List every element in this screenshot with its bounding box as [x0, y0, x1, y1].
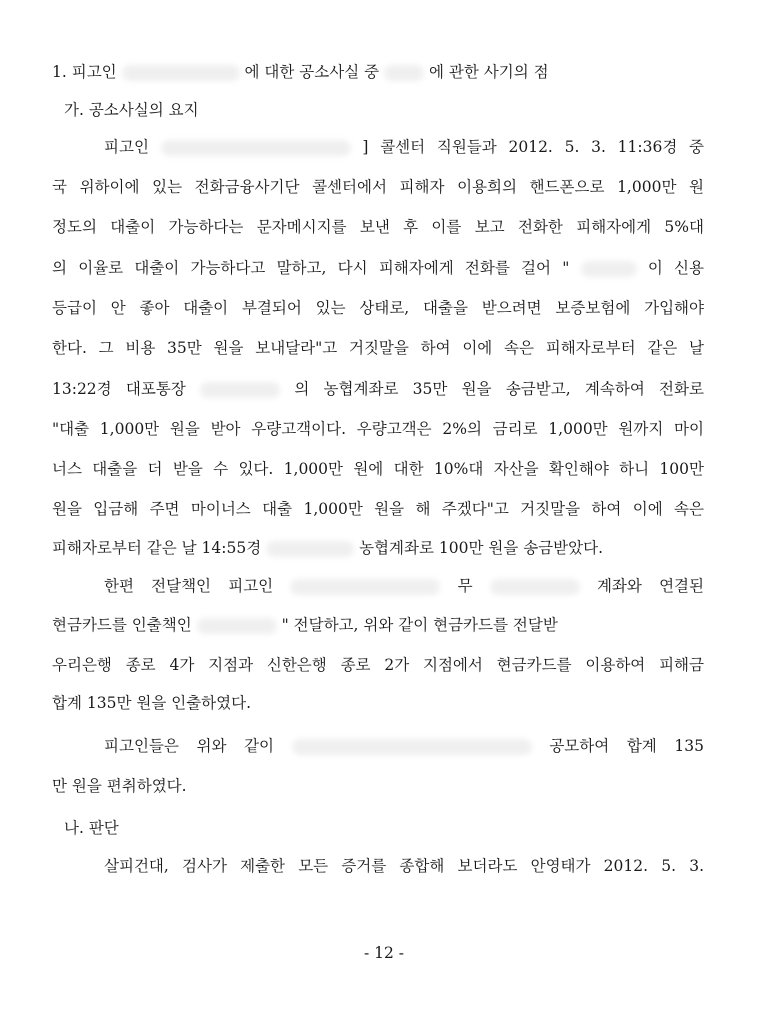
subsection-title-na: 나. 판단: [64, 819, 119, 837]
body-line: 의 이율로 대출이 가능하다고 말하고, 다시 피해자에게 전화를 걸어 " 이 신용: [52, 259, 704, 277]
body-line: 국 위하이에 있는 전화금융사기단 콜센터에서 피해자 이용희의 핸드폰으로 1,000만 원: [52, 178, 704, 196]
redacted-name: [292, 739, 532, 755]
redacted-name: [290, 579, 440, 595]
redacted-name: [197, 618, 277, 634]
body-line: 정도의 대출이 가능하다는 문자메시지를 보낸 후 이를 보고 전화한 피해자에게 5%대: [52, 218, 704, 236]
body-line: 원을 입금해 주면 마이너스 대출 1,000만 원을 해 주겠다"고 거짓말을 하여 이에 속은: [52, 500, 704, 518]
body-line: 피해자로부터 같은 날 14:55경 농협계좌로 100만 원을 송금받았다.: [52, 539, 604, 557]
redacted-name: [122, 65, 240, 81]
body-line: 피고인 ] 콜센터 직원들과 2012. 5. 3. 11:36경 중: [104, 138, 704, 156]
body-line: "대출 1,000만 원을 받아 우량고객이다. 우량고객은 2%의 금리로 1,000만 원까지 마이: [52, 420, 704, 438]
section-heading: 1. 피고인 에 대한 공소사실 중 에 관한 사기의 점: [52, 63, 549, 81]
redacted-name: [384, 65, 424, 81]
redacted-name: [161, 140, 351, 156]
body-line: 살피건대, 검사가 제출한 모든 증거를 종합해 보더라도 안영태가 2012. 5. 3.: [104, 857, 704, 875]
body-line: 너스 대출을 더 받을 수 있다. 1,000만 원에 대한 10%대 자산을 확인해야 하니 100만: [52, 460, 704, 478]
body-line: 만 원을 편취하였다.: [52, 777, 187, 795]
body-line: 우리은행 종로 4가 지점과 신한은행 종로 2가 지점에서 현금카드를 이용하여 피해금: [52, 656, 704, 674]
body-line: 등급이 안 좋아 대출이 부결되어 있는 상태로, 대출을 받으려면 보증보험에 가입해야: [52, 299, 704, 317]
subsection-title-ga: 가. 공소사실의 요지: [64, 101, 199, 119]
body-line: 현금카드를 인출책인 " 전달하고, 위와 같이 현금카드를 전달받: [52, 616, 558, 634]
body-line: 13:22경 대포통장 의 농협계좌로 35만 원을 송금받고, 계속하여 전화로: [52, 380, 704, 398]
redacted-name: [266, 541, 354, 557]
body-line: 합계 135만 원을 인출하였다.: [52, 694, 252, 712]
body-line: 한다. 그 비용 35만 원을 보내달라"고 거짓말을 하여 이에 속은 피해자로부터 같은 날: [52, 339, 704, 357]
page-number: - 12 -: [363, 944, 405, 962]
body-line: 한편 전달책인 피고인 무 계좌와 연결된: [104, 577, 704, 595]
redacted-name: [581, 261, 637, 277]
body-line: 피고인들은 위와 같이 공모하여 합계 135: [104, 737, 704, 755]
redacted-name: [490, 579, 580, 595]
redacted-name: [200, 382, 280, 398]
